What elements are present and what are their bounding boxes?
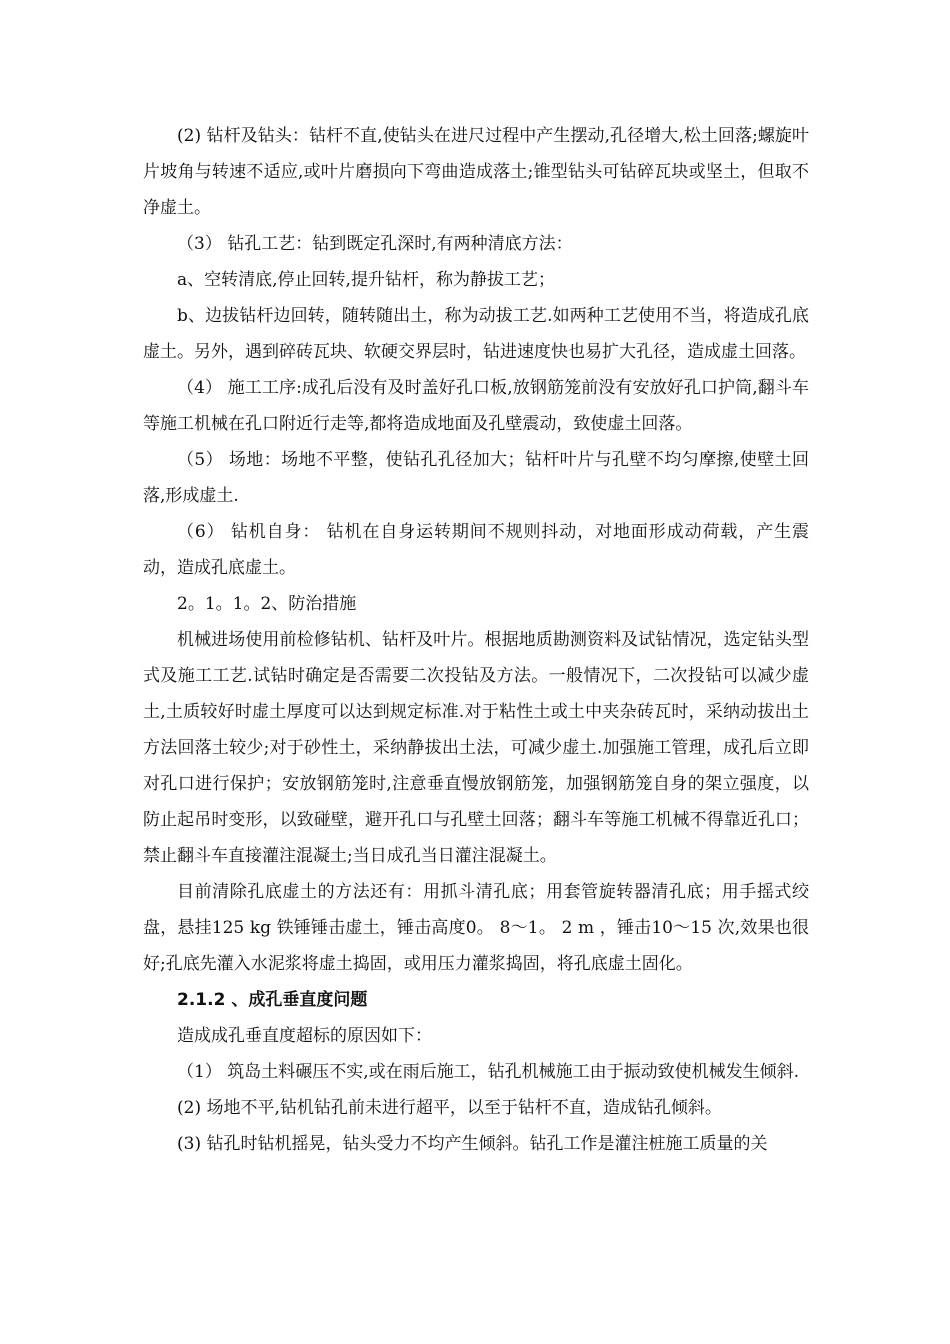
paragraph-causes-intro: 造成成孔垂直度超标的原因如下： <box>177 1026 432 1046</box>
paragraph-cause-3: (3) 钻孔时钻机摇晃，钻头受力不均产生倾斜。钻孔工作是灌注桩施工质量的关 <box>177 1134 768 1154</box>
paragraph-drill-rod: (2) 钻杆及钻头：钻杆不直,使钻头在进尺过程中产生摆动,孔径增大,松土回落;螺旋叶片坡角与转速不适应,或叶片磨损向下弯曲造成落土;锥型钻头可钻碎瓦块或坚土，但取不净虚土。 <box>143 126 809 218</box>
section-heading-verticality: 2.1.2 、成孔垂直度问题 <box>177 990 368 1010</box>
document-body <box>143 118 809 1162</box>
paragraph-cause-2: (2) 场地不平,钻机钻孔前未进行超平，以至于钻杆不直，造成钻孔倾斜。 <box>177 1098 722 1118</box>
paragraph-cleaning-methods: 目前清除孔底虚土的方法还有：用抓斗清孔底；用套管旋转器清孔底；用手摇式绞盘，悬挂125 kg 铁锤锤击虚土，锤击高度0。 8～1。 2 m ，锤击10～15 次,效果也很好;孔底先灌入水泥浆将虚土捣固，或用压力灌浆捣固，将孔底虚土固化。 <box>143 882 809 974</box>
paragraph-prevention-measures: 机械进场使用前检修钻机、钻杆及叶片。根据地质勘测资料及试钻情况，选定钻头型式及施工工艺.试钻时确定是否需要二次投钻及方法。一般情况下，二次投钻可以减少虚土,土质较好时虚土厚度可以达到规定标准.对于粘性土或土中夹杂砖瓦时，采纳动拔出土方法回落土较少;对于砂性土，采纳静拔出土法，可减少虚土.加强施工管理，成孔后立即对孔口进行保护；安放钢筋笼时,注意垂直慢放钢筋笼，加强钢筋笼自身的架立强度，以防止起吊时变形，以致碰壁，避开孔口与孔壁土回落；翻斗车等施工机械不得靠近孔口；禁止翻斗车直接灌注混凝土;当日成孔当日灌注混凝土。 <box>143 630 809 866</box>
paragraph-drill-machine: （6） 钻机自身： 钻机在自身运转期间不规则抖动，对地面形成动荷载，产生震动，造成孔底虚土。 <box>143 522 809 578</box>
paragraph-static-pull: a、空转清底,停止回转,提升钻杆，称为静拔工艺； <box>177 270 555 290</box>
section-title-prevention: 2。1。1。2、防治措施 <box>177 594 357 614</box>
paragraph-drilling-process: （3） 钻孔工艺：钻到既定孔深时,有两种清底方法： <box>177 234 573 254</box>
paragraph-construction-sequence: （4） 施工工序:成孔后没有及时盖好孔口板,放钢筋笼前没有安放好孔口护筒,翻斗车等施工机械在孔口附近行走等,都将造成地面及孔壁震动，致使虚土回落。 <box>143 378 809 434</box>
paragraph-site: （5） 场地：场地不平整，使钻孔孔径加大；钻杆叶片与孔壁不均匀摩擦,使壁土回落,形成虚土. <box>143 450 809 506</box>
paragraph-cause-1: （1） 筑岛土料碾压不实,或在雨后施工，钻孔机械施工由于振动致使机械发生倾斜. <box>177 1062 800 1082</box>
paragraph-dynamic-pull: b、边拔钻杆边回转，随转随出土，称为动拔工艺.如两种工艺使用不当，将造成孔底虚土。另外，遇到碎砖瓦块、软硬交界层时，钻进速度快也易扩大孔径，造成虚土回落。 <box>143 306 809 362</box>
